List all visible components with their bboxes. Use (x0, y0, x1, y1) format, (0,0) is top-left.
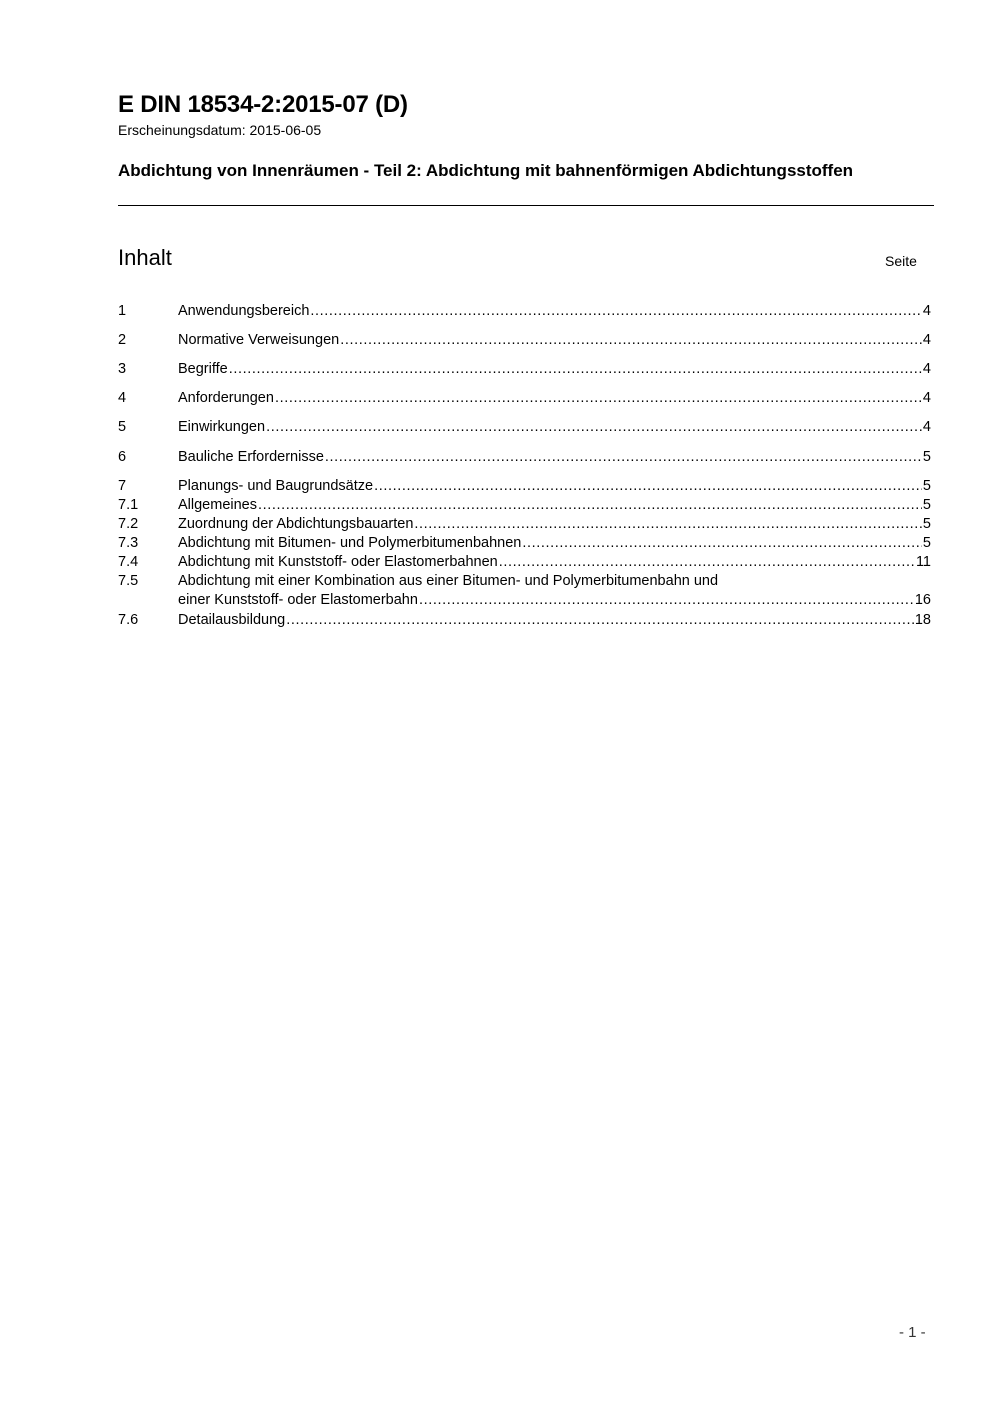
toc-entry-7-5-continued[interactable] (118, 590, 931, 610)
toc-entry-page: 5 (922, 497, 931, 513)
dot-leader (414, 514, 922, 534)
toc-entry-7-6[interactable] (118, 610, 931, 630)
document-title: Abdichtung von Innenräumen - Teil 2: Abdichtung mit bahnenförmigen Abdichtungsstoffen (118, 161, 854, 180)
toc-entry-page: 16 (914, 592, 931, 608)
toc-entry-title: Einwirkungen (178, 419, 266, 435)
toc-entry-7-3[interactable] (118, 533, 931, 553)
dot-leader (310, 301, 922, 321)
dot-leader (340, 330, 922, 350)
dot-leader (325, 447, 922, 467)
title-divider (118, 205, 934, 206)
toc-entry-number: 3 (118, 361, 127, 377)
toc-entry-title: Begriffe (178, 361, 228, 377)
toc-entry-page: 18 (914, 612, 931, 628)
toc-entry-number: 4 (118, 390, 127, 406)
toc-entry-page: 4 (922, 390, 931, 406)
toc-entry-6[interactable] (118, 447, 931, 467)
dot-leader (499, 552, 915, 572)
toc-entry-7[interactable] (118, 476, 931, 496)
dot-leader (419, 590, 914, 610)
toc-entry-title: Allgemeines (178, 497, 257, 513)
toc-entry-number: 5 (118, 419, 127, 435)
toc-entry-page: 5 (922, 449, 931, 465)
toc-entry-title: Bauliche Erfordernisse (178, 449, 324, 465)
document-id: E DIN 18534-2:2015-07 (D) (118, 91, 408, 118)
toc-entry-page: 5 (922, 516, 931, 532)
dot-leader (275, 388, 922, 408)
toc-entry-1[interactable] (118, 301, 931, 321)
toc-entry-7-4[interactable] (118, 552, 931, 572)
toc-entry-title: Normative Verweisungen (178, 332, 340, 348)
toc-entry-title: Zuordnung der Abdichtungsbauarten (178, 516, 414, 532)
toc-entry-7-1[interactable] (118, 495, 931, 515)
toc-entry-page: 11 (915, 554, 931, 570)
toc-entry-number: 7.1 (118, 497, 139, 513)
toc-entry-2[interactable] (118, 330, 931, 350)
toc-entry-number: 6 (118, 449, 127, 465)
toc-entry-7-5[interactable] (118, 571, 931, 591)
dot-leader (374, 476, 922, 496)
toc-entry-7-2[interactable] (118, 514, 931, 534)
toc-entry-title: Detailausbildung (178, 612, 286, 628)
toc-entry-number: 2 (118, 332, 127, 348)
dot-leader (229, 359, 922, 379)
toc-entry-4[interactable] (118, 388, 931, 408)
toc-entry-page: 4 (922, 303, 931, 319)
toc-entry-page: 5 (922, 478, 931, 494)
toc-entry-5[interactable] (118, 417, 931, 437)
toc-entry-number: 7.4 (118, 554, 139, 570)
toc-entry-number: 1 (118, 303, 127, 319)
page-number: - 1 - (899, 1324, 926, 1341)
toc-entry-number: 7.3 (118, 535, 139, 551)
toc-entry-page: 4 (922, 332, 931, 348)
toc-page-label: Seite (885, 253, 917, 269)
toc-entry-title: einer Kunststoff- oder Elastomerbahn (178, 592, 418, 608)
toc-heading: Inhalt (118, 245, 172, 270)
toc-entry-number: 7 (118, 478, 127, 494)
dot-leader (286, 610, 914, 630)
publication-date: Erscheinungsdatum: 2015-06-05 (118, 122, 322, 138)
toc-entry-number: 7.2 (118, 516, 139, 532)
toc-entry-number: 7.5 (118, 573, 139, 589)
dot-leader (258, 495, 922, 515)
dot-leader (266, 417, 922, 437)
toc-entry-page: 4 (922, 361, 931, 377)
toc-entry-title: Anwendungsbereich (178, 303, 310, 319)
toc-entry-title: Anforderungen (178, 390, 274, 406)
toc-entry-title: Abdichtung mit Bitumen- und Polymerbitumenbahnen (178, 535, 522, 551)
toc-entry-page: 4 (922, 419, 931, 435)
toc-entry-number: 7.6 (118, 612, 139, 628)
toc-entry-page: 5 (922, 535, 931, 551)
toc-entry-title: Abdichtung mit Kunststoff- oder Elastomerbahnen (178, 554, 498, 570)
toc-entry-title: Planungs- und Baugrundsätze (178, 478, 374, 494)
toc-entry-3[interactable] (118, 359, 931, 379)
toc-entry-title-line1: Abdichtung mit einer Kombination aus einer Bitumen- und Polymerbitumenbahn und (178, 573, 719, 589)
dot-leader (522, 533, 922, 553)
